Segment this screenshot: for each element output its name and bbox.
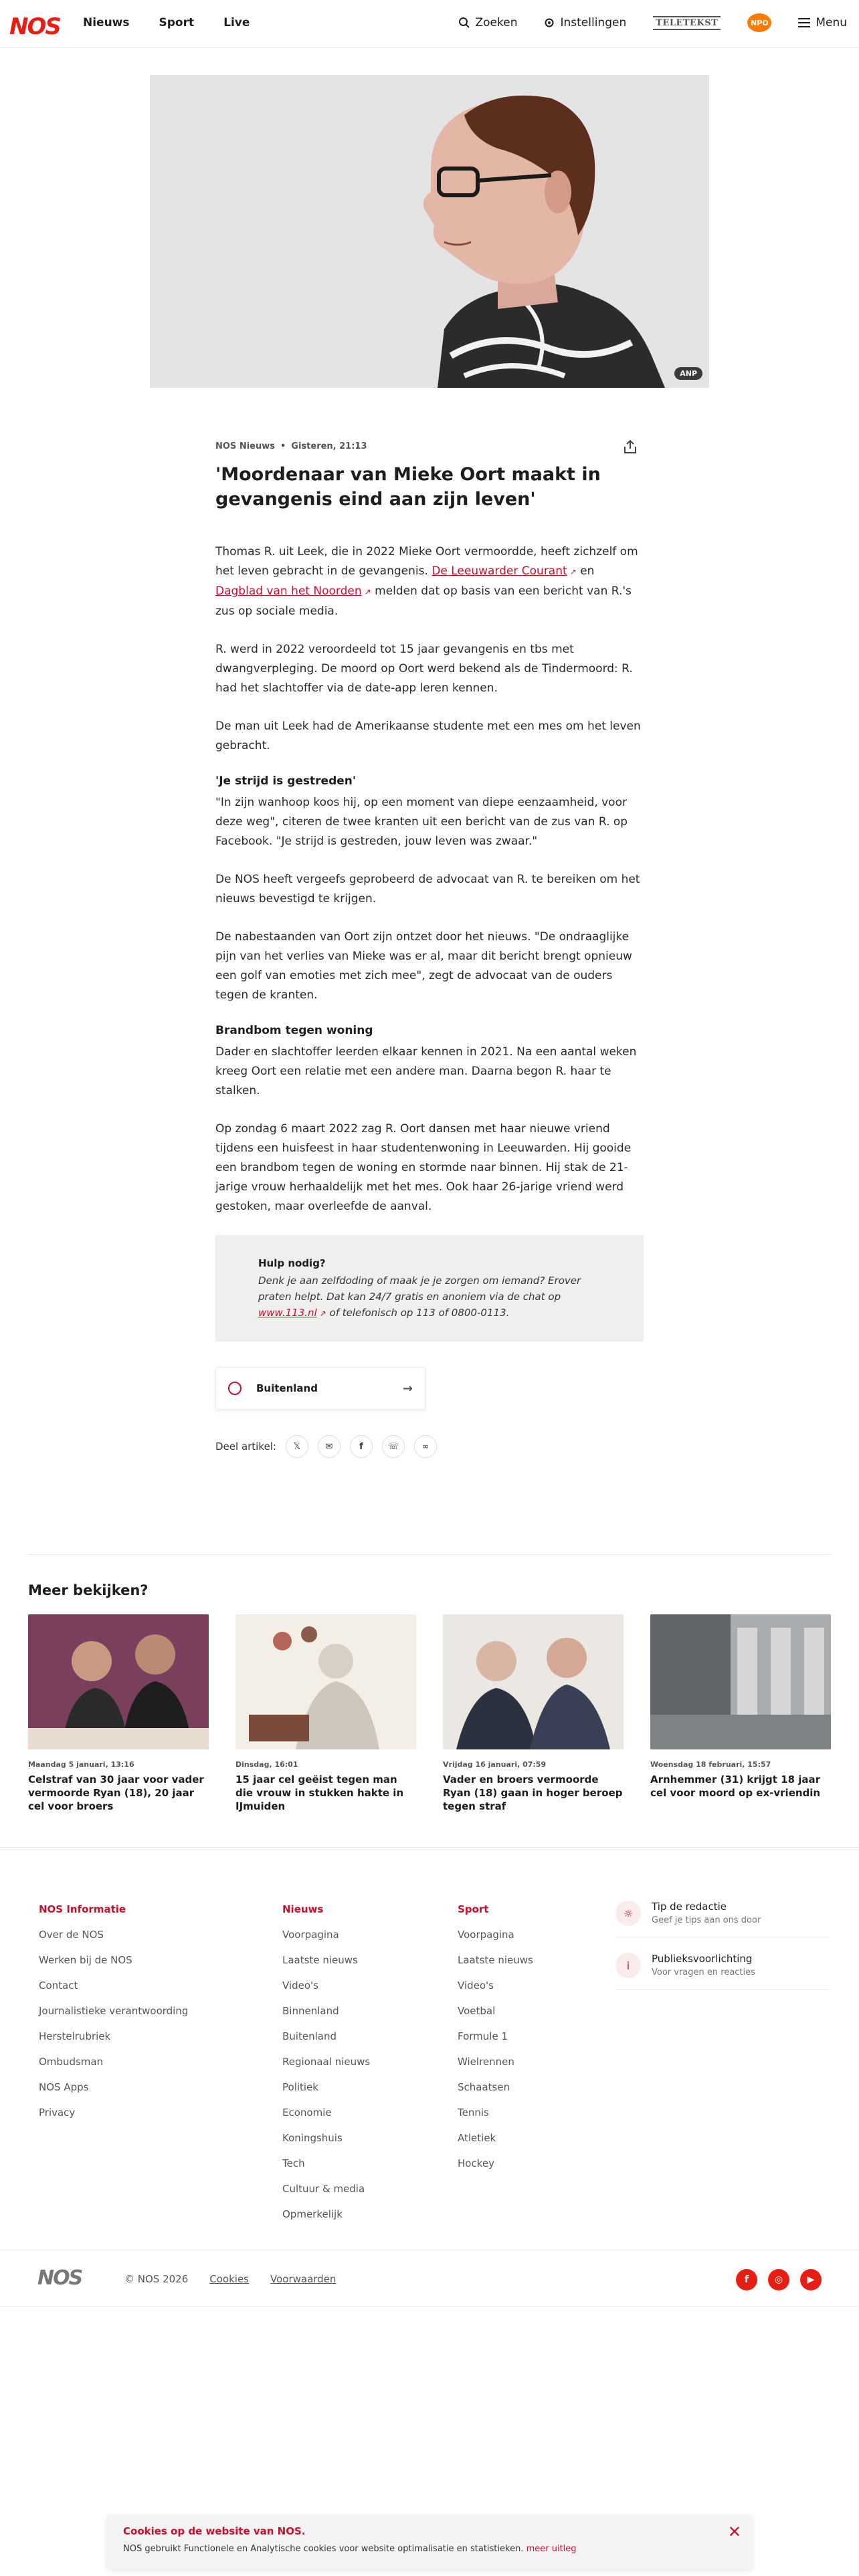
x-icon: 𝕏: [293, 1441, 301, 1452]
facebook-social-icon[interactable]: f: [736, 2269, 757, 2290]
search-label: Zoeken: [475, 16, 518, 29]
cookie-more-link[interactable]: meer uitleg: [526, 2544, 577, 2554]
113-link[interactable]: www.113.nl: [258, 1307, 317, 1319]
article-meta: [215, 441, 644, 451]
cookie-body: [123, 2544, 736, 2554]
share-row: [215, 1435, 644, 1458]
share-facebook-button[interactable]: [350, 1435, 373, 1458]
tip-text: [652, 1901, 761, 1926]
leeuwarder-courant-link[interactable]: De Leeuwarder Courant: [432, 564, 567, 578]
hero-image: [150, 75, 709, 388]
copy-link-button[interactable]: [414, 1435, 437, 1458]
related-card[interactable]: [28, 1614, 209, 1813]
cookies-link[interactable]: Cookies: [209, 2273, 249, 2285]
footer-link[interactable]: Atletiek: [458, 2132, 496, 2144]
share-email-button[interactable]: [318, 1435, 341, 1458]
card-image: [28, 1614, 209, 1749]
settings-label: Instellingen: [560, 16, 627, 29]
help-text: of telefonisch op 113 of 0800-0113.: [326, 1307, 510, 1319]
tag-label: Buitenland: [256, 1382, 318, 1394]
social-links: [736, 2269, 822, 2290]
tip-text: [652, 1953, 755, 1978]
article-time: Gisteren, 21:13: [291, 441, 367, 451]
close-icon[interactable]: ✕: [727, 2523, 741, 2541]
share-label: Deel artikel:: [215, 1440, 276, 1453]
external-link-icon: ↗: [364, 587, 371, 597]
related-cards: [28, 1614, 831, 1813]
article-paragraph: Op zondag 6 maart 2022 zag R. Oort dansen met haar nieuwe vriend tijdens een huisfeest in haar studentenwoning in Leeuwarden. Hij gooide een brandbom tegen de woning en stormde naar binnen. Hij stak de 21-jarige vrouw herhaaldelijk met het mes. Ook haar 26-jarige vriend werd gestoken, maar overleefde de aanval.: [215, 1122, 632, 1213]
related-card[interactable]: [443, 1614, 624, 1813]
lightbulb-icon: ☼: [615, 1901, 641, 1926]
footer-link[interactable]: Journalistieke verantwoording: [39, 2005, 189, 2017]
menu-label: Menu: [816, 16, 847, 29]
subheading: Brandbom tegen woning: [215, 1024, 373, 1037]
related-card[interactable]: [650, 1614, 831, 1813]
footer-link[interactable]: Regionaal nieuws: [282, 2056, 371, 2068]
article-paragraph: De man uit Leek had de Amerikaanse studente met een mes om het leven gebracht.: [215, 720, 641, 752]
card-image: [235, 1614, 416, 1749]
building-photo: [650, 1614, 831, 1749]
mail-icon: ✉: [325, 1441, 333, 1452]
article-paragraph: Dader en slachtoffer leerden elkaar kennen in 2021. Na een aantal weken kreeg Oort een relatie met een andere man. Daarna begon R. haar te stalken.: [215, 1045, 637, 1097]
footer-link[interactable]: Over de NOS: [39, 1929, 104, 1941]
share-button[interactable]: [617, 433, 644, 460]
footer-link[interactable]: Buitenland: [282, 2030, 337, 2042]
site-header: [0, 0, 859, 48]
footer-heading: NOS Informatie: [39, 1903, 126, 1915]
footer-link[interactable]: Voorpagina: [282, 1929, 339, 1941]
teletekst-link[interactable]: TELETEKST: [653, 16, 721, 30]
card-date: Woensdag 18 februari, 15:57: [650, 1760, 771, 1769]
footer-link[interactable]: Cultuur & media: [282, 2183, 365, 2195]
footer-link[interactable]: Video's: [458, 1979, 494, 1992]
cookie-text: NOS gebruikt Functionele en Analytische cookies voor website optimalisatie en statistieken.: [123, 2544, 527, 2554]
footer-heading: Nieuws: [282, 1903, 324, 1915]
external-link-icon: ↗: [319, 1309, 326, 1318]
dagblad-noorden-link[interactable]: Dagblad van het Noorden: [215, 584, 362, 598]
footer-link[interactable]: Laatste nieuws: [458, 1954, 533, 1966]
card-date: Vrijdag 16 januari, 07:59: [443, 1760, 547, 1769]
card-title: Vader en broers vermoorde Ryan (18) gaan in hoger beroep tegen straf: [443, 1774, 623, 1812]
card-title: 15 jaar cel geëist tegen man die vrouw in stukken hakte in IJmuiden: [235, 1774, 404, 1812]
footer-link[interactable]: Wielrennen: [458, 2056, 514, 2068]
article-paragraph: De nabestaanden van Oort zijn ontzet door het nieuws. "De ondraaglijke pijn van het verlies van Mieke was er al, maar dit bericht brengt opnieuw een golf van emoties met zich mee", zegt de advocaat van de ouders tegen de kranten.: [215, 930, 632, 1002]
share-whatsapp-button[interactable]: [382, 1435, 405, 1458]
article-title: 'Moordenaar van Mieke Oort maakt in gevangenis eind aan zijn leven': [215, 464, 601, 510]
gear-icon: [544, 17, 555, 28]
card-date: Dinsdag, 16:01: [235, 1760, 298, 1769]
cookie-banner: [107, 2514, 752, 2569]
share-x-button[interactable]: [286, 1435, 308, 1458]
footer-link[interactable]: Herstelrubriek: [39, 2030, 111, 2042]
illustration-portrait: [150, 75, 709, 388]
footer-link[interactable]: Video's: [282, 1979, 318, 1992]
subheading: 'Je strijd is gestreden': [215, 774, 357, 788]
footer-link[interactable]: Voetbal: [458, 2005, 496, 2017]
card-date: Maandag 5 januari, 13:16: [28, 1760, 134, 1769]
article-paragraph: R. werd in 2022 veroordeeld tot 15 jaar gevangenis en tbs met dwangverpleging. De moord op Oort werd bekend als de Tindermoord: R. had het slachtoffer via de date-app leren kennen.: [215, 643, 633, 695]
footer-link[interactable]: Werken bij de NOS: [39, 1954, 132, 1966]
more-title: Meer bekijken?: [28, 1582, 149, 1598]
footer-link[interactable]: Privacy: [39, 2107, 76, 2119]
meta-separator: •: [280, 441, 286, 451]
globe-icon: [228, 1382, 242, 1395]
arrow-right-icon: →: [402, 1381, 413, 1396]
category-tag-buitenland[interactable]: [215, 1367, 425, 1410]
footer-link[interactable]: Ombudsman: [39, 2056, 104, 2068]
footer-link[interactable]: Schaatsen: [458, 2081, 510, 2093]
card-image: [443, 1614, 624, 1749]
footer-divider: [0, 1847, 859, 1848]
nos-logo[interactable]: NOS: [9, 13, 60, 40]
related-card[interactable]: [235, 1614, 416, 1813]
npo-logo[interactable]: NPO: [747, 13, 771, 32]
nav-live[interactable]: Live: [223, 16, 250, 29]
section-divider: [28, 1554, 831, 1555]
publieksvoorlichting-link[interactable]: [615, 1953, 830, 1990]
copyright: © NOS 2026: [124, 2273, 189, 2285]
footer-link[interactable]: NOS Apps: [39, 2081, 89, 2093]
footer-link[interactable]: Koningshuis: [282, 2132, 343, 2144]
footer-col-nieuws: [282, 1897, 370, 2227]
footer-link[interactable]: Politiek: [282, 2081, 318, 2093]
whatsapp-icon: ☏: [387, 1441, 399, 1452]
footer-heading: Sport: [458, 1903, 489, 1915]
nav-sport[interactable]: Sport: [159, 16, 195, 29]
tip-subtitle: Voor vragen en reacties: [652, 1967, 755, 1977]
article: [215, 441, 644, 1458]
courtroom-sketch: [443, 1614, 624, 1749]
terms-link[interactable]: Voorwaarden: [270, 2273, 337, 2285]
nav-nieuws[interactable]: Nieuws: [83, 16, 130, 29]
settings-button[interactable]: [544, 16, 626, 29]
card-title: Arnhemmer (31) krijgt 18 jaar cel voor moord op ex-vriendin: [650, 1774, 821, 1799]
footer-link[interactable]: Tennis: [458, 2107, 489, 2119]
hamburger-icon: [798, 18, 810, 27]
paragraph-text: melden dat op basis van een bericht van R.'s zus op sociale media.: [215, 584, 632, 618]
search-icon: [458, 17, 470, 29]
search-button[interactable]: [458, 16, 518, 29]
footer-link[interactable]: Laatste nieuws: [282, 1954, 358, 1966]
courtroom-sketch: [235, 1614, 416, 1749]
help-body: [258, 1273, 601, 1321]
facebook-icon: f: [359, 1441, 363, 1452]
help-title: Hulp nodig?: [258, 1257, 326, 1269]
article-paragraph: "In zijn wanhoop koos hij, op een moment van diepe eenzaamheid, voor deze weg", citeren de twee kranten uit een bericht van de zus van R. op Facebook. "Je strijd is gestreden, jouw leven was zwaar.": [215, 796, 628, 848]
help-text: Denk je aan zelfdoding of maak je je zorgen om iemand? Erover praten helpt. Dat kan 24/7 gratis en anoniem via de chat op: [258, 1275, 581, 1303]
footer-col-sport: [458, 1897, 533, 2176]
footer-link[interactable]: Binnenland: [282, 2005, 339, 2017]
footer-col-nos-informatie: [39, 1897, 188, 2125]
card-title: Celstraf van 30 jaar voor vader vermoorde Ryan (18), 20 jaar cel voor broers: [28, 1774, 204, 1812]
paragraph-text: Thomas R. uit Leek, die in 2022 Mieke Oort vermoordde, heeft zichzelf om het leven gebracht in de gevangenis.: [215, 545, 638, 578]
footer-link[interactable]: Contact: [39, 1979, 78, 1992]
tip-redactie-link[interactable]: [615, 1901, 830, 1937]
link-icon: ∞: [421, 1441, 430, 1452]
tip-subtitle: Geef je tips aan ons door: [652, 1915, 761, 1925]
footer-link[interactable]: Formule 1: [458, 2030, 508, 2042]
cookie-title: Cookies op de website van NOS.: [123, 2525, 306, 2537]
menu-button[interactable]: [798, 16, 847, 29]
card-image: [650, 1614, 831, 1749]
courtroom-sketch: [28, 1614, 209, 1749]
article-paragraph: [215, 542, 644, 621]
footer-link[interactable]: Voorpagina: [458, 1929, 514, 1941]
footer-link[interactable]: Economie: [282, 2107, 332, 2119]
header-actions: [458, 13, 848, 32]
info-icon: i: [615, 1953, 641, 1978]
article-paragraph: De NOS heeft vergeefs geprobeerd de advocaat van R. te bereiken om het nieuws bevestigd te krijgen.: [215, 873, 640, 905]
external-link-icon: ↗: [569, 567, 577, 576]
photo-credit: ANP: [674, 367, 702, 380]
footer-link[interactable]: Tech: [282, 2157, 305, 2169]
paragraph-text: en: [576, 564, 595, 578]
footer-link[interactable]: Hockey: [458, 2157, 494, 2169]
help-box: [215, 1235, 644, 1341]
tip-title: Tip de redactie: [652, 1901, 727, 1913]
footer-link[interactable]: Opmerkelijk: [282, 2208, 343, 2220]
instagram-social-icon[interactable]: ◎: [768, 2269, 789, 2290]
youtube-social-icon[interactable]: ▶: [800, 2269, 822, 2290]
article-source: NOS Nieuws: [215, 441, 275, 451]
footer-legal-links: [124, 2273, 336, 2285]
share-icon: [624, 439, 637, 454]
tip-title: Publieksvoorlichting: [652, 1953, 753, 1965]
footer-nos-logo[interactable]: NOS: [37, 2266, 82, 2290]
main-nav: [83, 16, 250, 29]
footer-bottom-bar: [0, 2250, 859, 2307]
